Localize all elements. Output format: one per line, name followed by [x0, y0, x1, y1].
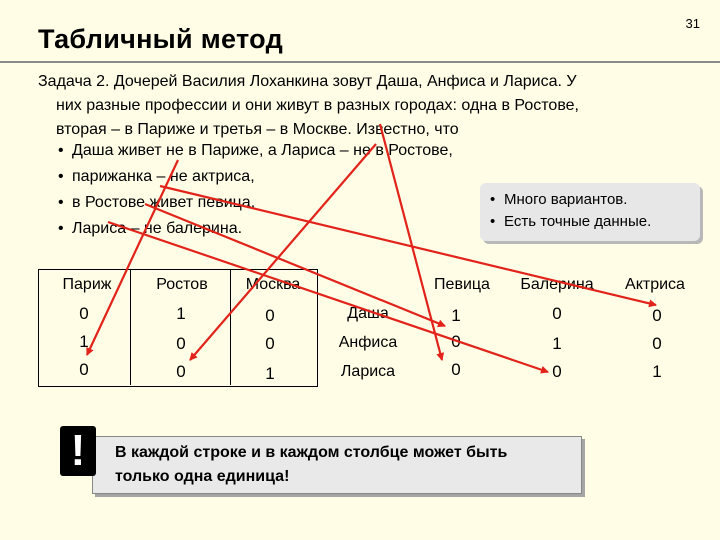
city-cell: 0: [265, 306, 275, 325]
city-cell: 0: [176, 334, 186, 353]
profession-cell: 0: [451, 360, 461, 379]
city-cell: 0: [79, 304, 89, 323]
rule-note-line-2: только одна единица!: [115, 468, 290, 485]
city-cell: 1: [176, 304, 186, 323]
slide-number: 31: [685, 16, 700, 31]
city-cell: 1: [79, 332, 89, 351]
condition-item: • в Ростове живет певица,: [72, 190, 453, 216]
arrow-rostov-singer: [145, 204, 445, 326]
page-title: Табличный метод: [38, 24, 284, 54]
profession-cell: 0: [451, 332, 461, 351]
name-larisa: Лариса: [340, 363, 396, 380]
header-moscow: Москва: [245, 276, 301, 293]
profession-cell: 0: [552, 304, 562, 323]
arrow-larisa-rostov: [190, 144, 376, 360]
city-cell: 0: [79, 360, 89, 379]
exclamation-icon: !: [60, 426, 96, 476]
city-cell: 0: [176, 362, 186, 381]
header-paris: Париж: [62, 276, 112, 293]
profession-cell: 1: [652, 362, 662, 381]
header-actress: Актриса: [625, 276, 685, 293]
arrow-paris-actress: [160, 186, 656, 305]
rule-note: [92, 436, 582, 494]
rule-note-line-1: В каждой строке и в каждом столбце может быть: [115, 444, 508, 461]
hint-item: • Есть точные данные.: [490, 211, 700, 233]
header-ballerina: Балерина: [520, 276, 594, 293]
task-line-2: них разные профессии и они живут в разных городах: одна в Ростове,: [56, 97, 579, 114]
profession-cell: 0: [552, 362, 562, 381]
task-line-1: Задача 2. Дочерей Василия Лоханкина зовут Даша, Анфиса и Лариса. У: [38, 73, 577, 90]
profession-cell: 1: [552, 334, 562, 353]
arrow-larisa-ballerina: [108, 222, 548, 372]
arrow-dasha-paris: [87, 160, 178, 355]
name-anfisa: Анфиса: [338, 334, 398, 351]
hint-item: • Много вариантов.: [490, 189, 700, 211]
name-dasha: Даша: [347, 305, 389, 322]
profession-cell: 1: [451, 306, 461, 325]
city-cell: 0: [265, 334, 275, 353]
condition-item: • Лариса – не балерина.: [72, 216, 453, 242]
city-cell: 1: [265, 364, 275, 383]
profession-cell: 0: [652, 306, 662, 325]
condition-item: • Даша живет не в Париже, а Лариса – не в Ростове,: [72, 138, 453, 164]
task-line-3: вторая – в Париже и третья – в Москве. Известно, что: [56, 121, 459, 138]
condition-item: • парижанка – не актриса,: [72, 164, 453, 190]
header-rostov: Ростов: [156, 276, 208, 293]
header-singer: Певица: [434, 276, 490, 293]
profession-cell: 0: [652, 334, 662, 353]
